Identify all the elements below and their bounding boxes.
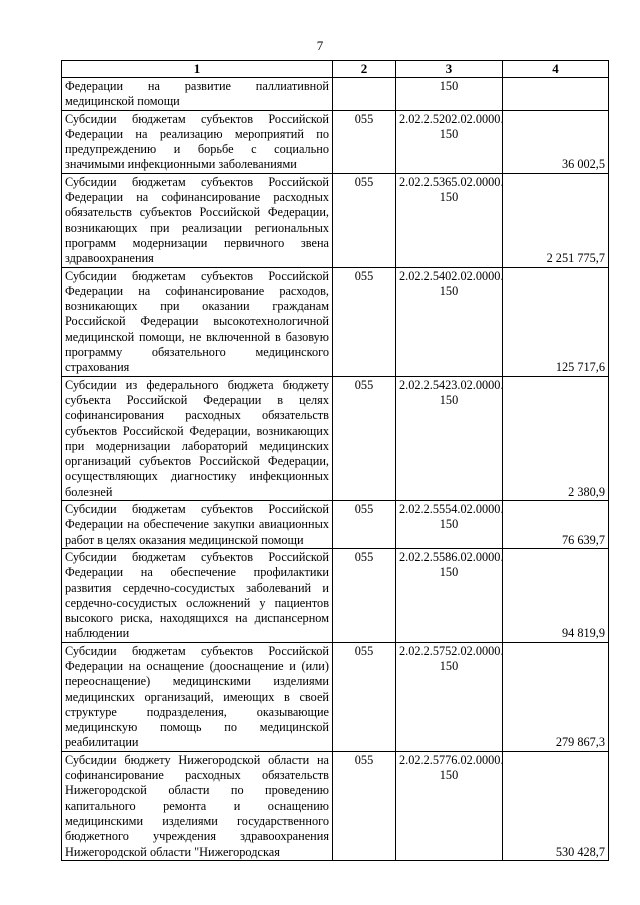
description-line: софинансирования расходных обязательств bbox=[65, 408, 329, 423]
revenue-classification-code: 2.02.2.5586.02.0000. 150 bbox=[396, 548, 503, 642]
description-line: изделиями медицинских организаций, bbox=[65, 674, 329, 704]
description-line: медицинскими изделиями государственного bbox=[65, 813, 329, 828]
description-line: капитального ремонта и оснащению bbox=[65, 798, 329, 813]
subsidy-description bbox=[62, 376, 333, 500]
description-line: Нижегородской области "Нижегородская bbox=[65, 844, 280, 859]
amount: 279 867,3 bbox=[503, 642, 609, 751]
amount: 2 251 775,7 bbox=[503, 173, 609, 267]
description-line: обязательств субъектов Российской bbox=[65, 205, 261, 220]
amount: 36 002,5 bbox=[503, 110, 609, 173]
column-header-3: 3 bbox=[396, 61, 503, 78]
table-body bbox=[62, 78, 609, 861]
description-line: Федерации на реализацию мероприятий по bbox=[65, 126, 329, 141]
description-line: медицинской помощи, не включенной в bbox=[65, 329, 281, 344]
revenue-classification-code: 2.02.2.5202.02.0000. 150 bbox=[396, 110, 503, 173]
administrator-code: 055 bbox=[333, 501, 396, 549]
amount: 94 819,9 bbox=[503, 548, 609, 642]
subsidy-description bbox=[62, 78, 333, 111]
administrator-code: 055 bbox=[333, 110, 396, 173]
description-line: первичного звена здравоохранения bbox=[65, 235, 329, 266]
description-line: Федерации на софинансирование расходов, bbox=[65, 283, 329, 298]
description-line: Субсидии бюджетам субъектов Российской bbox=[65, 502, 329, 517]
subsidy-description bbox=[62, 501, 333, 549]
amount: 76 639,7 bbox=[503, 501, 609, 549]
subsidy-description bbox=[62, 751, 333, 860]
column-header-1: 1 bbox=[62, 61, 333, 78]
amount: 530 428,7 bbox=[503, 751, 609, 860]
description-line: Субсидии из федерального бюджета бюджету bbox=[65, 377, 329, 392]
administrator-code bbox=[333, 78, 396, 111]
description-line: Субсидии бюджетам субъектов Российской bbox=[65, 268, 329, 283]
description-line: сердечно-сосудистых осложнений у пациентов bbox=[65, 595, 329, 610]
administrator-code: 055 bbox=[333, 267, 396, 376]
table-header-row bbox=[62, 61, 609, 78]
description-line: Федерации на развитие паллиативной bbox=[65, 79, 329, 93]
column-header-2: 2 bbox=[333, 61, 396, 78]
description-line: медицинских организаций субъектов bbox=[65, 438, 330, 469]
table-row bbox=[62, 173, 609, 267]
description-line: Российской Федерации высокотехнологичной bbox=[65, 314, 329, 329]
description-line: Федерации на оснащение (дооснащение и bbox=[65, 658, 296, 673]
description-line: субъектов Российской Федерации, bbox=[65, 423, 251, 438]
description-line: базовую программу обязательного bbox=[65, 329, 329, 360]
description-line: медицинского страхования bbox=[65, 345, 329, 375]
description-line: медицинской помощи bbox=[65, 94, 180, 109]
table-row bbox=[62, 376, 609, 500]
description-line: предупреждению и борьбе с социально bbox=[65, 142, 329, 157]
description-line: Субсидии бюджету Нижегородской области на bbox=[65, 752, 329, 767]
administrator-code: 055 bbox=[333, 173, 396, 267]
administrator-code: 055 bbox=[333, 548, 396, 642]
revenue-classification-code: 2.02.2.5402.02.0000. 150 bbox=[396, 267, 503, 376]
description-line: авиационных работ в целях оказания bbox=[65, 517, 329, 547]
budget-table bbox=[61, 60, 609, 861]
description-line: бюджетного учреждения здравоохранения bbox=[65, 829, 329, 844]
description-line: Федерации на обеспечение профилактики bbox=[65, 565, 329, 580]
subsidy-description bbox=[62, 110, 333, 173]
description-line: Федерации на софинансирование расходных bbox=[65, 190, 329, 205]
table-row bbox=[62, 501, 609, 549]
revenue-classification-code: 2.02.2.5554.02.0000. 150 bbox=[396, 501, 503, 549]
description-line: возникающих при оказании гражданам bbox=[65, 299, 329, 314]
subsidy-description bbox=[62, 267, 333, 376]
revenue-classification-code: 2.02.2.5423.02.0000. 150 bbox=[396, 376, 503, 500]
description-line: Субсидии бюджетам субъектов Российской bbox=[65, 174, 329, 189]
subsidy-description bbox=[62, 173, 333, 267]
revenue-classification-code: 2.02.2.5365.02.0000. 150 bbox=[396, 173, 503, 267]
table-row bbox=[62, 751, 609, 860]
amount bbox=[503, 78, 609, 111]
description-line: Субсидии бюджетам субъектов Российской bbox=[65, 111, 329, 126]
table-row bbox=[62, 642, 609, 751]
description-line: диагностику инфекционных болезней bbox=[65, 469, 329, 499]
description-line: Федерации на обеспечение закупки bbox=[65, 517, 255, 532]
table-row bbox=[62, 110, 609, 173]
table-row bbox=[62, 548, 609, 642]
description-line: Нижегородской области по проведению bbox=[65, 783, 329, 798]
description-line: имеющих в своей структуре подразделения, bbox=[65, 689, 329, 719]
description-line: субъекта Российской Федерации в целях bbox=[65, 392, 329, 407]
administrator-code: 055 bbox=[333, 376, 396, 500]
amount: 2 380,9 bbox=[503, 376, 609, 500]
administrator-code: 055 bbox=[333, 642, 396, 751]
description-line: медицинской помощи bbox=[188, 532, 304, 547]
description-line: Федерации, возникающих при реализации bbox=[65, 205, 329, 235]
description-line: высокого риска, находящихся на диспансерном bbox=[65, 611, 329, 626]
amount: 125 717,6 bbox=[503, 267, 609, 376]
revenue-classification-code: 2.02.2.5776.02.0000. 150 bbox=[396, 751, 503, 860]
subsidy-description bbox=[62, 548, 333, 642]
description-line: Субсидии бюджетам субъектов Российской bbox=[65, 643, 329, 658]
administrator-code: 055 bbox=[333, 751, 396, 860]
description-line: развития сердечно-сосудистых заболеваний и bbox=[65, 580, 329, 595]
revenue-classification-code: 150 bbox=[396, 78, 503, 111]
description-line: наблюдении bbox=[65, 626, 130, 641]
description-line: (или) переоснащение) медицинскими bbox=[65, 658, 329, 689]
table-row bbox=[62, 78, 609, 111]
description-line: Субсидии бюджетам субъектов Российской bbox=[65, 549, 329, 564]
description-line: софинансирование расходных обязательств bbox=[65, 768, 329, 783]
description-line: значимыми инфекционными заболеваниями bbox=[65, 157, 297, 172]
page-number: 7 bbox=[316, 38, 324, 53]
description-line: медицинской реабилитации bbox=[65, 720, 329, 750]
description-line: возникающих при модернизации лабораторий bbox=[65, 423, 329, 453]
subsidy-description bbox=[62, 642, 333, 751]
description-line: Российской Федерации, осуществляющих bbox=[65, 454, 330, 484]
description-line: оказывающие медицинскую помощь по bbox=[65, 704, 329, 735]
description-line: региональных программ модернизации bbox=[65, 220, 330, 250]
revenue-classification-code: 2.02.2.5752.02.0000. 150 bbox=[396, 642, 503, 751]
column-header-4: 4 bbox=[503, 61, 609, 78]
table-row bbox=[62, 267, 609, 376]
